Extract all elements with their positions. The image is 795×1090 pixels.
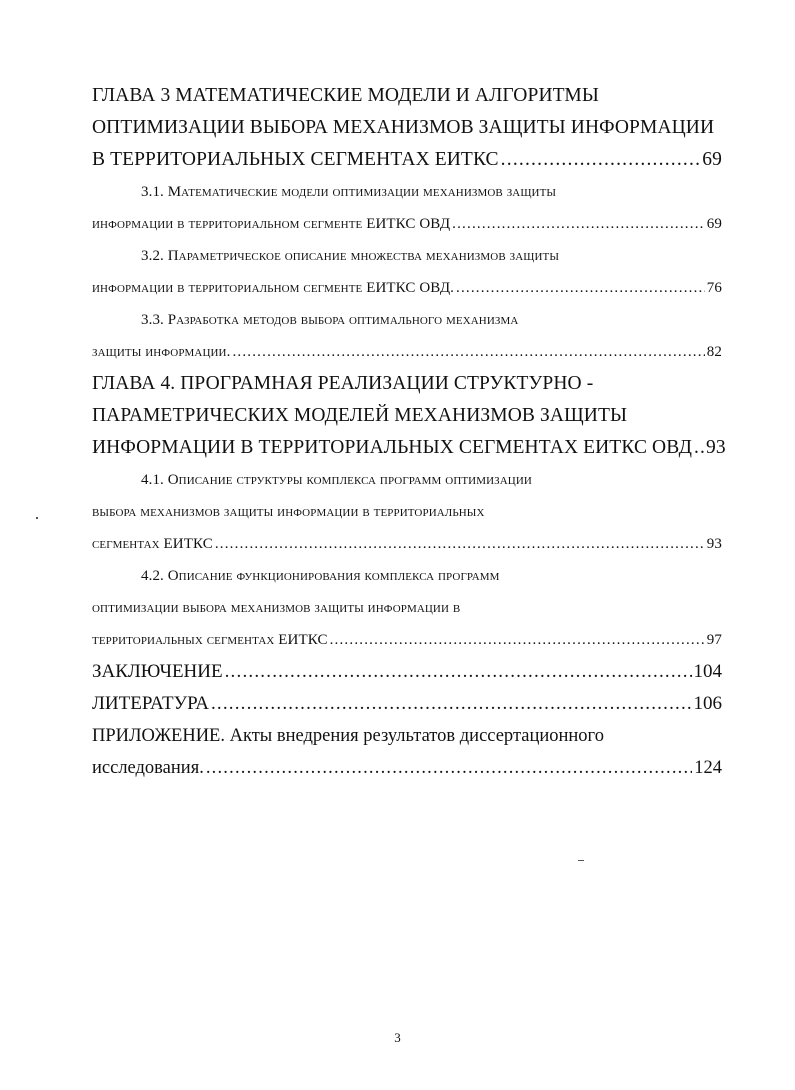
toc-section-3-1-title-part1: 3.1. Математические модели оптимизации механизмов защиты — [141, 184, 557, 200]
toc-appendix-title-part1: ПРИЛОЖЕНИЕ. Акты внедрения результатов диссертационного — [92, 726, 604, 746]
toc-chapter4-line3 — [92, 432, 726, 464]
toc-chapter3-title-part2: ОПТИМИЗАЦИИ ВЫБОРА МЕХАНИЗМОВ ЗАЩИТЫ ИНФОРМАЦИИ — [92, 117, 715, 138]
toc-section-3-2-title-part1: 3.2. Параметрическое описание множества механизмов защиты — [141, 248, 560, 264]
toc-appendix-line2 — [92, 752, 722, 784]
toc-literature-page: 106 — [693, 693, 722, 714]
toc-section-4-2-page: 97 — [706, 632, 722, 648]
toc-chapter3-title-part3: В ТЕРРИТОРИАЛЬНЫХ СЕГМЕНТАХ ЕИТКС — [92, 149, 499, 170]
toc-chapter3-line3 — [92, 144, 722, 176]
toc-section-4-2-line1 — [92, 560, 722, 592]
toc-conclusion — [92, 656, 722, 688]
toc-chapter4-line2 — [92, 400, 722, 432]
toc-dot-leader — [206, 752, 692, 784]
toc-dot-leader — [501, 144, 701, 176]
toc-dot-leader — [456, 272, 705, 304]
toc-section-3-3-line1 — [92, 304, 722, 336]
toc-section-4-2-line3 — [92, 624, 722, 656]
table-of-contents — [92, 80, 726, 784]
toc-section-3-2-page: 76 — [706, 280, 722, 296]
toc-dot-leader — [330, 624, 705, 656]
toc-section-3-1-page: 69 — [706, 216, 722, 232]
toc-appendix-line1 — [92, 720, 722, 752]
toc-chapter4-title-part1: ГЛАВА 4. ПРОГРАМНАЯ РЕАЛИЗАЦИИ СТРУКТУРНО - — [92, 373, 594, 394]
toc-section-4-1-line2 — [92, 496, 722, 528]
toc-dot-leader — [211, 688, 692, 720]
toc-section-4-1-line3 — [92, 528, 722, 560]
toc-literature — [92, 688, 722, 720]
toc-section-4-1-line1 — [92, 464, 722, 496]
toc-appendix-title-part2: исследования. — [92, 758, 204, 778]
toc-dot-leader — [452, 208, 705, 240]
toc-conclusion-title: ЗАКЛЮЧЕНИЕ — [92, 661, 223, 682]
toc-appendix-page: 124 — [694, 758, 722, 778]
toc-literature-title: ЛИТЕРАТУРА — [92, 693, 209, 714]
page-number: 3 — [394, 1030, 401, 1045]
toc-chapter4-title-part3: ИНФОРМАЦИИ В ТЕРРИТОРИАЛЬНЫХ СЕГМЕНТАХ ЕИТКС ОВД — [92, 437, 692, 458]
toc-section-4-1-page: 93 — [706, 536, 722, 552]
toc-section-3-3-line2 — [92, 336, 722, 368]
toc-chapter4-title-part2: ПАРАМЕТРИЧЕСКИХ МОДЕЛЕЙ МЕХАНИЗМОВ ЗАЩИТЫ — [92, 405, 628, 426]
toc-section-4-2-line2 — [92, 592, 722, 624]
toc-section-4-1-title-part2: выбора механизмов защиты информации в территориальных — [92, 504, 485, 520]
toc-section-3-2-title-part2: информации в территориальном сегменте ЕИТКС ОВД. — [92, 280, 454, 296]
toc-dot-leader — [694, 432, 704, 464]
scan-speck — [36, 517, 38, 519]
toc-chapter3-line2 — [92, 112, 722, 144]
toc-section-3-2-line1 — [92, 240, 722, 272]
toc-section-3-2-line2 — [92, 272, 722, 304]
toc-section-3-3-page: 82 — [706, 344, 722, 360]
toc-section-3-3-title-part2: защиты информации. — [92, 344, 231, 360]
toc-section-3-1-line2 — [92, 208, 722, 240]
toc-dot-leader — [225, 656, 692, 688]
toc-section-3-1-title-part2: информации в территориальном сегменте ЕИТКС ОВД — [92, 216, 451, 232]
scan-speck — [578, 860, 584, 861]
toc-section-4-2-title-part1: 4.2. Описание функционирования комплекса программ — [141, 568, 500, 584]
toc-section-3-3-title-part1: 3.3. Разработка методов выбора оптимального механизма — [141, 312, 519, 328]
toc-section-4-2-title-part2: оптимизации выбора механизмов защиты информации в — [92, 600, 461, 616]
toc-section-4-2-title-part3: территориальных сегментах ЕИТКС — [92, 632, 328, 648]
toc-section-4-1-title-part3: сегментах ЕИТКС — [92, 536, 213, 552]
toc-dot-leader — [215, 528, 705, 560]
toc-chapter4-line1 — [92, 368, 722, 400]
toc-chapter3-page: 69 — [702, 149, 722, 170]
toc-dot-leader — [232, 336, 704, 368]
toc-chapter3-title-part1: ГЛАВА 3 МАТЕМАТИЧЕСКИЕ МОДЕЛИ И АЛГОРИТМЫ — [92, 85, 599, 106]
toc-chapter4-page: 93 — [705, 437, 726, 458]
toc-section-3-1-line1 — [92, 176, 722, 208]
toc-chapter3-line1 — [92, 80, 722, 112]
toc-conclusion-page: 104 — [693, 661, 722, 682]
toc-section-4-1-title-part1: 4.1. Описание структуры комплекса программ оптимизации — [141, 472, 532, 488]
